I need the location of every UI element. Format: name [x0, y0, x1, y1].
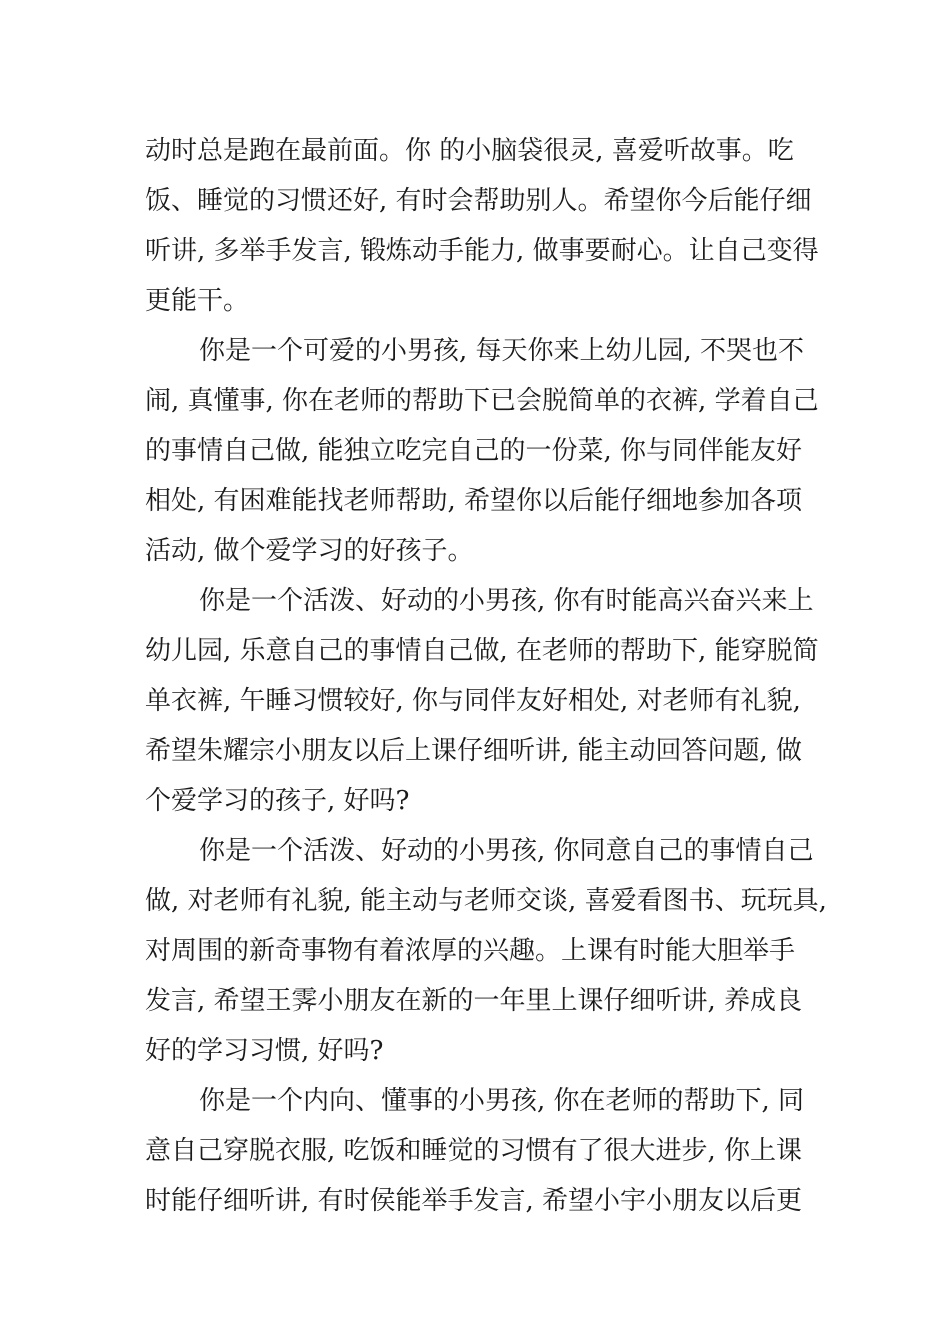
text-line: 单衣裤, 午睡习惯较好, 你与同伴友好相处, 对老师有礼貌, [145, 686, 801, 716]
paragraph-first-line: 你是一个可爱的小男孩, 每天你来上幼儿园, 不哭也不 [199, 336, 805, 366]
text-line: 好的学习习惯, 好吗? [145, 1036, 384, 1066]
text-line: 意自己穿脱衣服, 吃饭和睡觉的习惯有了很大进步, 你上课 [145, 1136, 803, 1166]
text-line: 发言, 希望王霁小朋友在新的一年里上课仔细听讲, 养成良 [145, 986, 803, 1016]
text-line: 幼儿园, 乐意自己的事情自己做, 在老师的帮助下, 能穿脱简 [145, 636, 819, 666]
text-line: 对周围的新奇事物有着浓厚的兴趣。上课有时能大胆举手 [145, 936, 796, 966]
text-line: 听讲, 多举手发言, 锻炼动手能力, 做事要耐心。让自己变得 [145, 236, 819, 266]
text-line: 做, 对老师有礼貌, 能主动与老师交谈, 喜爱看图书、玩玩具, [145, 886, 827, 916]
paragraph-first-line: 你是一个活泼、好动的小男孩, 你同意自己的事情自己 [199, 836, 814, 866]
text-line: 时能仔细听讲, 有时侯能举手发言, 希望小宇小朋友以后更 [145, 1186, 803, 1216]
text-line: 个爱学习的孩子, 好吗? [145, 786, 410, 816]
document-body [145, 126, 827, 1226]
text-line: 闹, 真懂事, 你在老师的帮助下已会脱简单的衣裤, 学着自己 [145, 386, 819, 416]
text-line: 更能干。 [145, 286, 250, 316]
text-line: 的事情自己做, 能独立吃完自己的一份菜, 你与同伴能友好 [145, 436, 803, 466]
paragraph-first-line: 你是一个内向、懂事的小男孩, 你在老师的帮助下, 同 [199, 1086, 805, 1116]
text-line: 相处, 有困难能找老师帮助, 希望你以后能仔细地参加各项 [145, 486, 803, 516]
text-line: 饭、睡觉的习惯还好, 有时会帮助别人。希望你今后能仔细 [145, 186, 812, 216]
text-line: 活动, 做个爱学习的好孩子。 [145, 536, 474, 566]
text-line: 希望朱耀宗小朋友以后上课仔细听讲, 能主动回答问题, 做 [145, 736, 803, 766]
text-line: 动时总是跑在最前面。你 的小脑袋很灵, 喜爱听故事。吃 [145, 136, 794, 166]
paragraph-first-line: 你是一个活泼、好动的小男孩, 你有时能高兴奋兴来上 [199, 586, 814, 616]
